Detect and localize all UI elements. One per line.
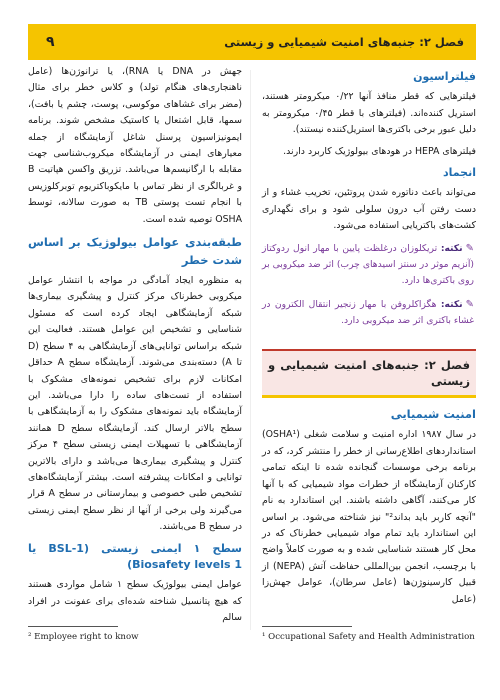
footnote-rule-right bbox=[262, 626, 352, 627]
left-column bbox=[28, 64, 242, 632]
chapter-title: فصل ۲: جنبه‌های امنیت شیمیایی و زیستی bbox=[224, 35, 464, 49]
filtration-paragraph: فیلترهایی که قطر منافذ آنها ۰/۲۲ میکرومتر هستند، استریل کننده‌اند. (فیلترهای با قطر ۰/۴۵ میکرومتر به دلیل عبور برخی باکتری‌ها استریل‌کننده نیستند). bbox=[262, 91, 477, 136]
column-divider bbox=[250, 70, 251, 630]
note-triclosan bbox=[262, 241, 476, 289]
hepa-paragraph: فیلترهای HEPA در هودهای بیولوژیک کاربرد دارند. bbox=[283, 145, 476, 157]
freezing-heading: انجماد bbox=[443, 166, 476, 180]
note-text: تریکلوزان درغلظت پایین با مهار انول ردوکتاز (آنزیم موثر در سنتز اسیدهای چرب) اثر ضد میکروبی بر روی باکتری‌ها دارد. bbox=[262, 242, 474, 286]
classification-paragraph: به منظوره ایجاد آمادگی در مواجه با انتشار عوامل میکروبی خطرناک مرکز کنترل و پیشگیری بیماری‌ها شبکه آزمایشگاهی ایجاد کرده است که مسئول شناسایی و تشخیص این عوامل هستند. فعالیت این شبکه براساس توانایی‌های آزمایشگاهی به ۴ سطح (D تا A) دسته‌بندی می‌شوند. آزمایشگاه سطح A حداقل امکانات لازم برای تشخیص نمونه‌های مشکوک با استفاده از تست‌های ساده را دارا می‌باشد. این آزمایشگاه باید نمونه‌های مشکوک را به آزمایشگاهی با سطح بالاتر ارسال کند. آزمایشگاه سطح D همانند آزمایشگاهی با تسهیلات ایمنی زیستی سطح ۴ مرکز کنترل و پیشگیری بیماری‌ها می‌باشد و دارای بالاترین توانایی و امکانات پیشرفته است. بیشتر آزمایشگاه‌های تشخیص طبی خصوصی و بیمارستانی در سطح A قرار می‌گیرند ولی برخی از آنها از نظر سطح ایمنی زیستی در سطح B می‌باشند. bbox=[28, 275, 243, 533]
page-number: ۹ bbox=[46, 34, 55, 50]
page-header bbox=[28, 24, 476, 60]
note-hexachlorophene bbox=[262, 297, 476, 329]
immunization-paragraph: جهش در DNA یا RNA)، یا ترانوژن‌ها (عامل ناهنجاری‌های هنگام تولد) و کلاس خطر برای مثال (مضر برای غشاهای موکوسی، پوست، چشم یا بافت)، سمها، قابل اشتعال یا کاستیک مشخص شوند. برنامه ایمونیزاسیون پرسنل شاغل آزمایشگاه از جمله معیارهای ایمنی در آزمایشگاه میکروب‌شناسی جهت مقابله با ارگانیسم‌ها می‌باشد. تزریق واکسن هپاتیت B و غربالگری از نظر تماس با مایکوباکتریوم توبرکلوزیس با انجام تست پوستی TB به صورت سالانه، توسط OSHA توصیه شده است. bbox=[28, 66, 242, 225]
footnote-right: ¹ Occupational Safety and Health Administration bbox=[262, 632, 475, 642]
chemical-safety-paragraph: در سال ۱۹۸۷ اداره امنیت و سلامت شغلی (OSHA¹) استانداردهای اطلاع‌رسانی از خطر را منتشر کرد، که در برنامه برخی موسسات گنجانده شده تا اینکه تمامی کارکنان آزمایشگاه از خطرات مواد شیمیایی که با آنها کار می‌کنند، آگاهی داشته باشند. این استاندارد به نام "آنچه کاربر باید بداند²" نیز شناخته می‌شود. بر اساس این استاندارد باید تمام مواد شیمیایی خطرناک که در محل کار هستند شناسایی شده و به صورت کاملاً واضح با برچسب، انجمن بین‌المللی حفاظت آتش (NEPA) از قبیل کارسینوژن‌ها (عامل سرطان)، عوامل جهش‌زا (عامل bbox=[262, 429, 477, 605]
note-text: هگزاکلروفن با مهار زنجیر انتقال الکترون در غشاء باکتری اثر ضد میکروبی دارد. bbox=[262, 298, 474, 326]
note-label: نکته: bbox=[440, 242, 463, 254]
filtration-heading: فیلتراسیون bbox=[413, 70, 476, 83]
classification-heading: طبقه‌بندی عوامل بیولوژیک بر اساس شدت خطر bbox=[28, 235, 242, 268]
bsl1-heading: سطح ۱ ایمنی زیستی (BSL-1 یا Biosafety levels 1) bbox=[28, 541, 242, 571]
bsl1-paragraph: عوامل ایمنی بیولوژیک سطح ۱ شامل مواردی هستند که هیچ پتانسیل شناخته شده‌ای برای عفونت در افراد سالم bbox=[28, 579, 243, 624]
chemical-safety-heading: امنیت شیمیایی bbox=[390, 407, 476, 422]
pencil-icon: ✎ bbox=[465, 298, 475, 310]
freezing-paragraph: می‌تواند باعث دناتوره شدن پروتئین، تخریب غشاء و از دست رفتن آب درون سلولی شود و برای نگهداری کشت‌های باکتریایی استفاده می‌شود. bbox=[262, 187, 476, 232]
footnote-left: ² Employee right to know bbox=[28, 632, 139, 642]
pencil-icon: ✎ bbox=[465, 242, 474, 254]
note-label: نکته: bbox=[440, 298, 463, 310]
right-column bbox=[262, 64, 476, 613]
chapter-section-bar: فصل ۲: جنبه‌های امنیت شیمیایی و زیستی bbox=[262, 349, 476, 396]
footnote-rule-left bbox=[28, 626, 118, 627]
